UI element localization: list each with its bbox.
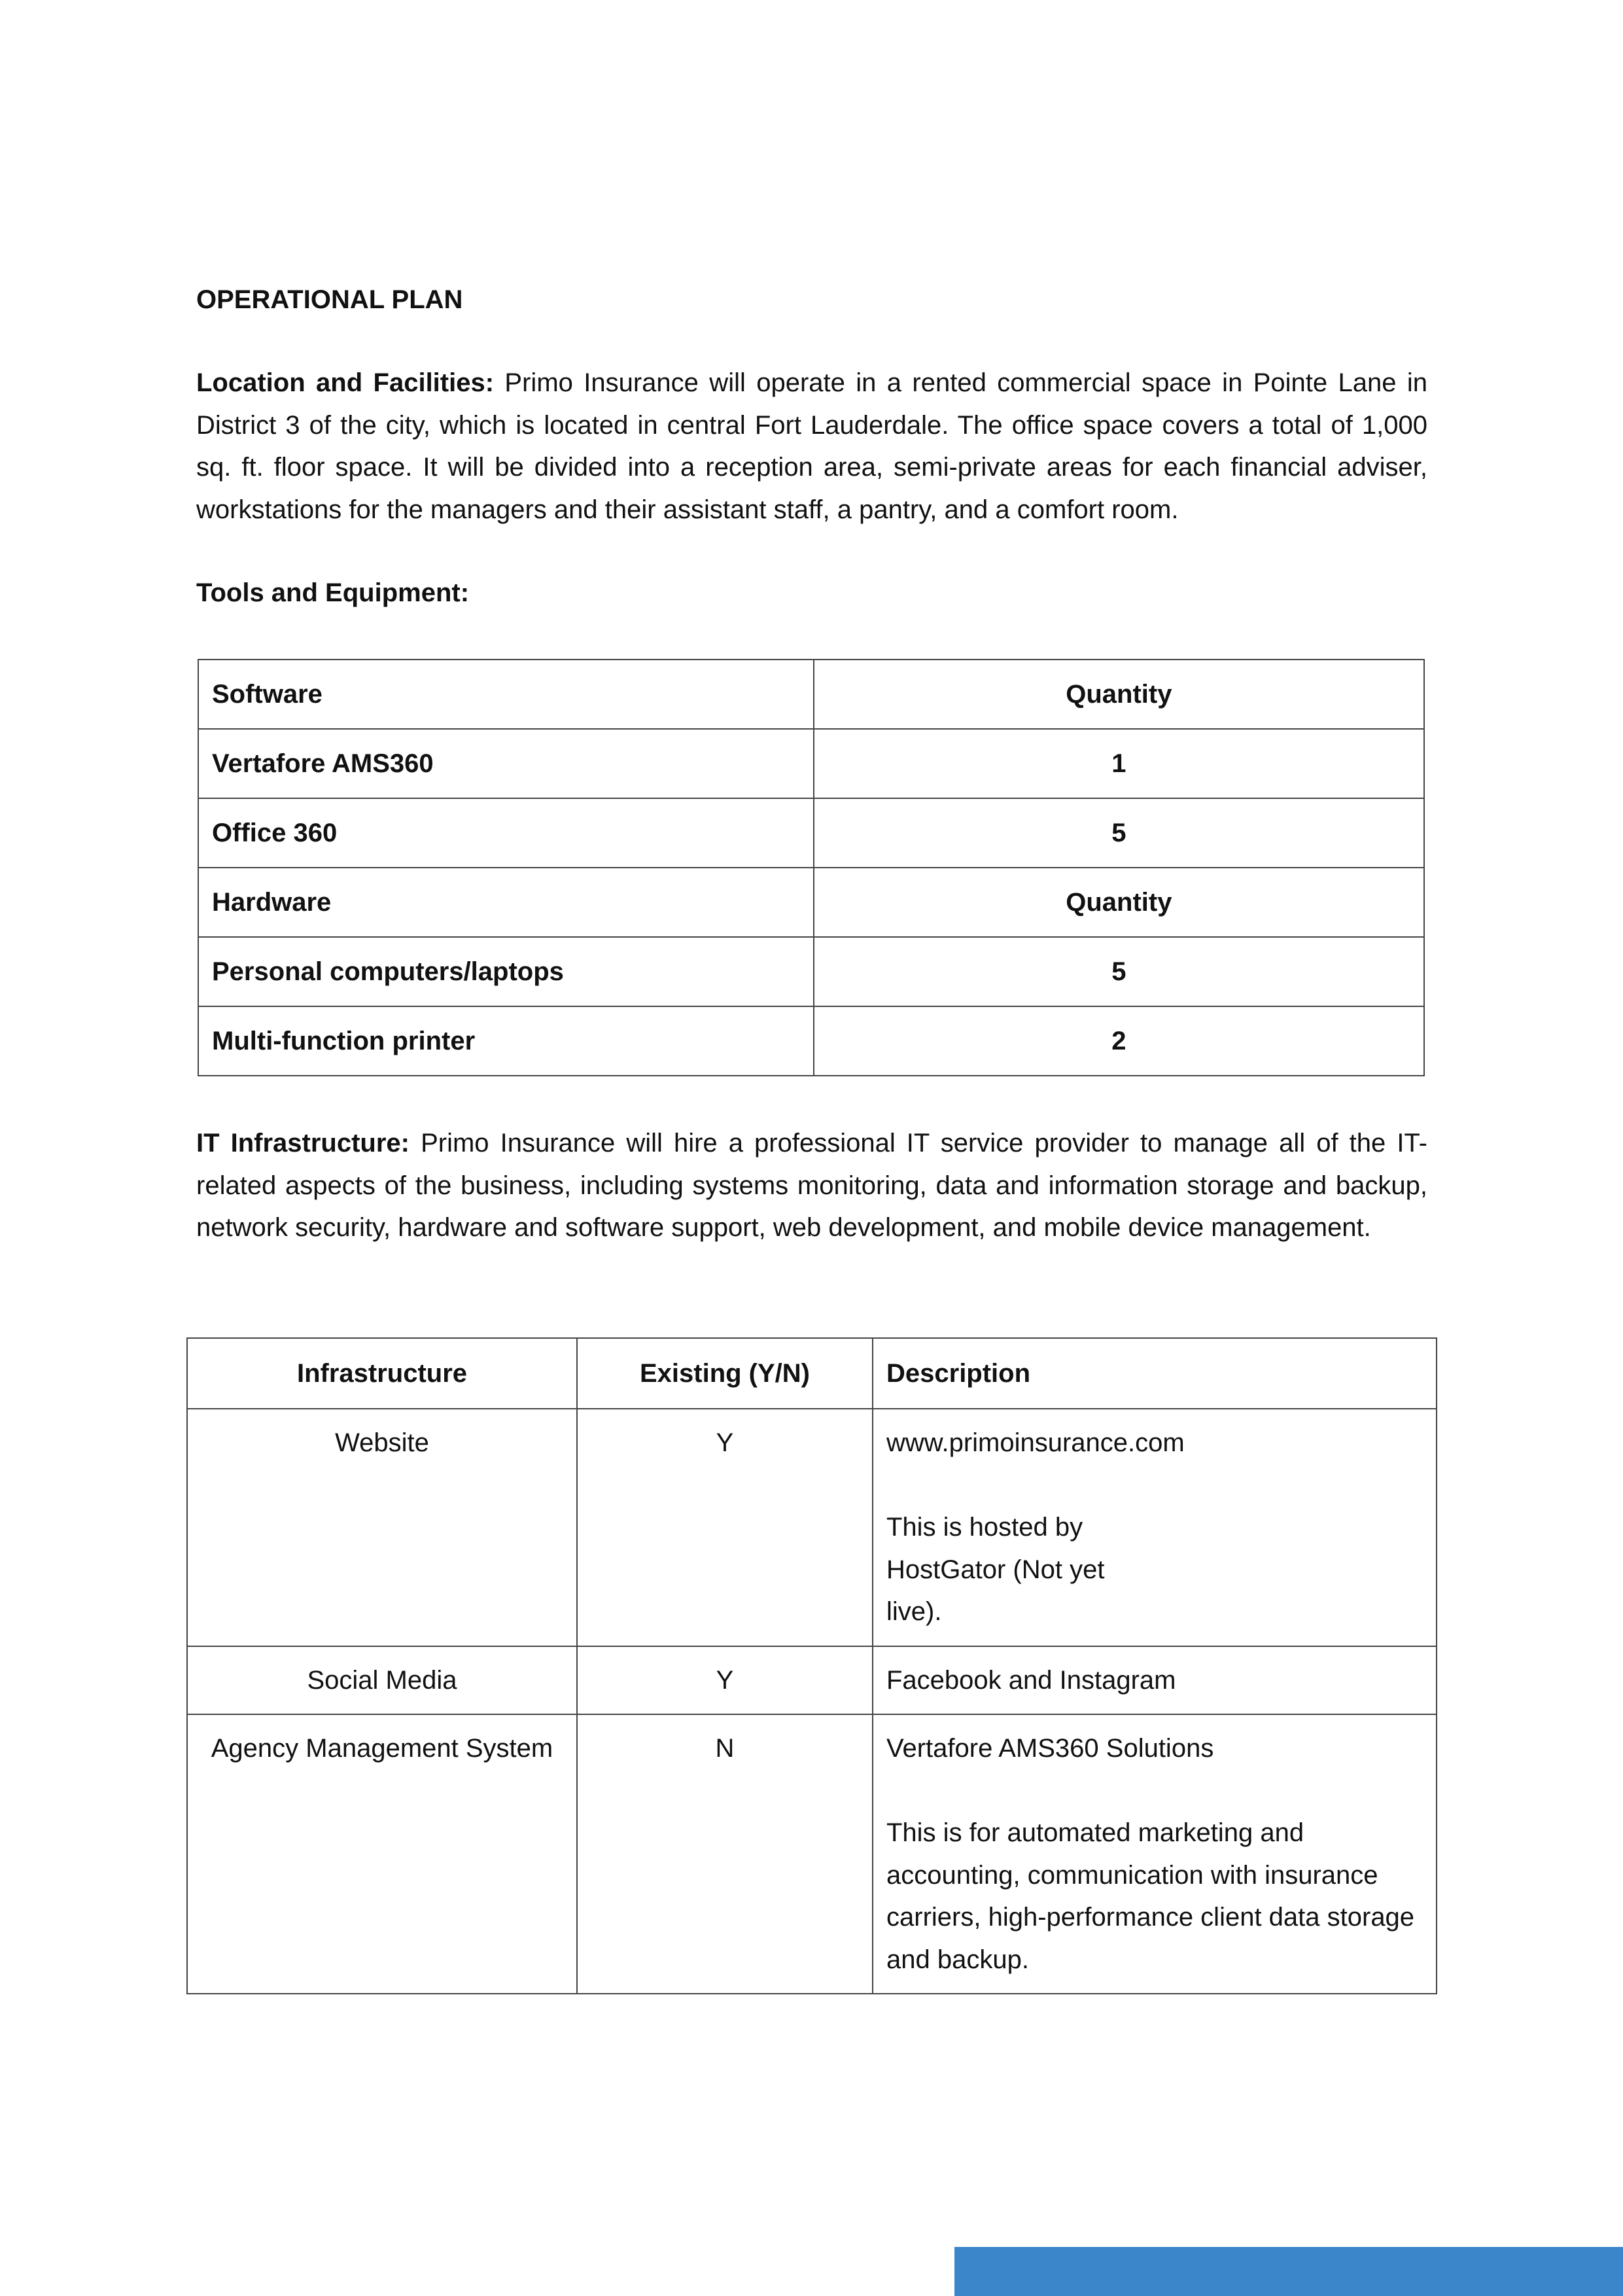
infrastructure-table <box>186 1337 1437 1994</box>
table-row <box>198 1006 1424 1076</box>
location-text: Primo Insurance will operate in a rented commercial space in Pointe Lane in District 3 of the city, which is located in central Fort Lauderdale. The office space covers a total of 1,000 sq. ft. floor space. It will be divided into a reception area, semi-private areas for each financial adviser, workstations for the managers and their assistant staff, a pantry, and a comfort room. <box>196 368 1427 524</box>
infra-description-cell <box>873 1409 1437 1646</box>
tools-qty-cell: Quantity <box>814 868 1424 937</box>
table-row <box>198 729 1424 798</box>
infra-name-cell: Social Media <box>187 1646 577 1715</box>
infra-description-cell <box>873 1646 1437 1715</box>
infra-header-existing: Existing (Y/N) <box>577 1338 873 1409</box>
infra-header-description: Description <box>873 1338 1437 1409</box>
footer-accent-bar <box>954 2247 1623 2296</box>
tools-name-cell: Office 360 <box>198 798 814 868</box>
infra-existing-cell: Y <box>577 1409 873 1646</box>
tools-name-cell: Software <box>198 660 814 729</box>
infra-description-line: Vertafore AMS360 Solutions <box>886 1734 1214 1763</box>
tools-qty-cell: 1 <box>814 729 1424 798</box>
tools-qty-cell: 2 <box>814 1006 1424 1076</box>
location-label: Location and Facilities: <box>196 368 495 397</box>
table-row <box>198 937 1424 1006</box>
tools-name-cell: Multi-function printer <box>198 1006 814 1076</box>
table-row <box>187 1409 1437 1646</box>
infra-description-note: This is for automated marketing and accounting, communication with insurance carriers, high-performance client data storage and backup. <box>886 1818 1415 1974</box>
infra-name-cell: Agency Management System <box>187 1714 577 1994</box>
table-row <box>187 1646 1437 1715</box>
tools-table <box>198 659 1425 1076</box>
it-label: IT Infrastructure: <box>196 1129 410 1157</box>
table-header-row <box>187 1338 1437 1409</box>
infra-name-cell: Website <box>187 1409 577 1646</box>
infra-description-cell <box>873 1714 1437 1994</box>
tools-name-cell: Vertafore AMS360 <box>198 729 814 798</box>
tools-qty-cell: Quantity <box>814 660 1424 729</box>
infra-description-line: www.primoinsurance.com <box>886 1428 1185 1457</box>
table-row <box>187 1714 1437 1994</box>
it-paragraph <box>196 1122 1427 1249</box>
infra-description-note: This is hosted by HostGator (Not yet live). <box>886 1513 1105 1626</box>
tools-qty-cell: 5 <box>814 937 1424 1006</box>
infra-header-infrastructure: Infrastructure <box>187 1338 577 1409</box>
infra-existing-cell: N <box>577 1714 873 1994</box>
table-row <box>198 868 1424 937</box>
it-text: Primo Insurance will hire a professional IT service provider to manage all of the IT-related aspects of the business, including systems monitoring, data and information storage and backup, network security, hardware and software support, web development, and mobile device management. <box>196 1129 1427 1242</box>
location-paragraph <box>196 362 1427 531</box>
tools-heading: Tools and Equipment: <box>196 578 470 607</box>
infra-existing-cell: Y <box>577 1646 873 1715</box>
tools-qty-cell: 5 <box>814 798 1424 868</box>
table-row <box>198 660 1424 729</box>
tools-name-cell: Personal computers/laptops <box>198 937 814 1006</box>
table-row <box>198 798 1424 868</box>
infra-description-line: Facebook and Instagram <box>886 1665 1176 1695</box>
page-title: OPERATIONAL PLAN <box>196 285 463 314</box>
tools-name-cell: Hardware <box>198 868 814 937</box>
